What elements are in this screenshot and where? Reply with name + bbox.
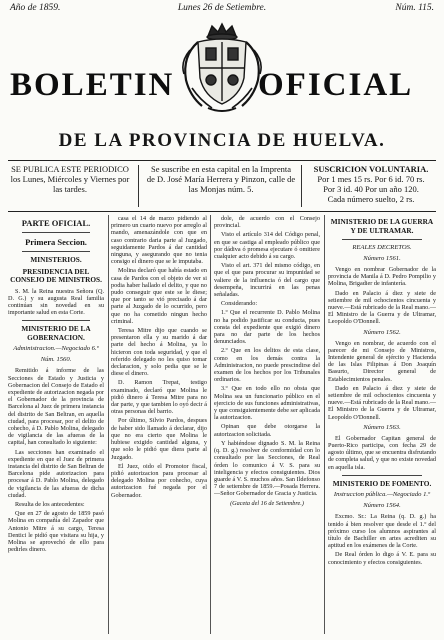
title-oficial: OFICIAL xyxy=(258,67,414,103)
paragraph: Vengo en nombrar, de acuerdo con el parecer de mi Consejo de Ministros, Intendente general de ejército y Hacienda de las Islas Filipinas á Don Joaquín Basurto, Director general de Establecimientos penales. xyxy=(328,339,436,383)
paragraph: Por último, Silvio Pardos, despues de haber sido llamado á declarar, dijo que no era cierto que Molina le hubiese exigido cantidad alguna, y que solo le pidió que diera parte al Juzgado. xyxy=(111,417,207,461)
section-official: PARTE OFICIAL. xyxy=(21,218,91,228)
paragraph: Dado en Palacio á diez y siete de setiembre de mil ochocientos cincuenta y nueve.—Está rubricado de la Real mano.—El Ministro de la Guerra y de Ultramar, Leopoldo O'Donnell. xyxy=(328,289,436,326)
paragraph: Resulta de los antecedentes: xyxy=(15,500,85,508)
item-number: Número 1561. xyxy=(363,255,401,262)
section-presidency: PRESIDENCIA DEL CONSEJO DE MINISTROS. xyxy=(10,266,102,284)
masthead xyxy=(0,22,444,122)
paragraph: Y habiéndose dignado S. M. la Reina (q. D. g.) resolver de conformidad con lo consultado por las Secciones, de Real órden lo comunico á V. S. para su inteligencia y efectos consiguientes. Dios guarde á V. S. muchos años. San Ildefonso 7 de setiembre de 1859.—Posada Herrera.—Señor Gobernador de Gracia y Justicia. xyxy=(214,439,320,498)
subscription-place: Se suscribe en esta capital en la Imprenta de D. José María Herrera y Pinzon, calle de las Monjas núm. 5. xyxy=(146,164,296,194)
paragraph: Visto el artículo 314 del Código penal, en que se castiga al empleado público que por dádiva ó promesa ejecutare ó omitiere cualquier acto debido á su cargo. xyxy=(214,231,320,261)
paragraph: casa el 14 de marzo pidiendo al primero un cuarto nuevo por arreglo al mando, amenazándole con que en caso contrario daria parte al Juzgado, seguidamente Pardos á dar cantidad ninguna, y asegurando que no tenia consigo el dinero que se le imputaba. xyxy=(111,215,207,266)
price-line-2: Por 3 id. 40 Por un año 120. xyxy=(323,184,419,194)
paragraph: D. Ramon Trepat, testigo examinado, declaró que Molina le pidió dinero á Teresa Mitre para no dar parte, y que tambien lo oyó decir á otras personas del barrio. xyxy=(111,379,207,416)
paragraph: De Real órden lo digo á V. E. para su conocimiento y efectos consiguientes. xyxy=(328,551,436,566)
price-line-1: Por 1 mes 15 rs. Por 6 id. 70 rs. xyxy=(317,174,425,184)
subscription-title: SUSCRICION VOLUNTARIA. xyxy=(313,164,429,174)
paragraph: dole, de acuerdo con el Consejo provincial. xyxy=(214,215,320,230)
column-2 xyxy=(111,215,207,634)
gazette-date-note: (Gaceta del 16 de Setiembre.) xyxy=(230,499,304,507)
province-subtitle: DE LA PROVINCIA DE HUELVA. xyxy=(58,130,386,151)
publication-schedule: SE PUBLICA ESTE PERIODICO los Lunes, Miércoles y Viernes por las tardes. xyxy=(10,164,130,194)
paragraph: Que en 27 de agosto de 1859 pasó Molina en compañía del Zapador que Antonio Mitre á su cargo, Teresa Dentici le pidió que visitara su hija, y Molina se aprovechó de ello para pedirles dinero. xyxy=(8,510,104,554)
article-columns xyxy=(8,215,436,634)
column-1 xyxy=(8,215,104,634)
section-ministries: MINISTERIOS. xyxy=(30,255,82,264)
single-issue-price: Cada número suelto, 2 rs. xyxy=(327,194,415,204)
section-guerra: MINISTERIO DE LA GUERRA Y DE ULTRAMAR. xyxy=(330,217,434,235)
paragraph: 3.º Que en todo ello no obsta que Molina sea un funcionario público en el ejercicio de sus funciones administrativas, y que consiguientemente debe ser aplicada la autorizacion. xyxy=(214,385,320,422)
paragraph: El Juez, oido el Promotor fiscal, pidió autorizacion para procesar al delegado Molina por cohecho, cuya autorizacion fué negada por el Gobernador. xyxy=(111,462,207,499)
subscription-prices xyxy=(306,164,436,204)
paragraph: Teresa Mitre dijo que cuando se presentaron ella y su marido á dar parte del hecho á Molina, ya lo hicieron con toda seguridad, y que el referido delegado no les quiso tomar declaracion, y solo pedia que se le diese el dinero. xyxy=(111,327,207,378)
paragraph: Molina declaró que había estado en casa de Pardos con el objeto de ver si podia haber hallado el delito, y que no pudo conseguir que este se le diese; que por tanto se vió precisado á dar parte al Juzgado de lo ocurrido, pero que no ha cometido ningun hecho criminal. xyxy=(111,267,207,325)
paragraph: S. M. la Reina nuestra Señora (Q. D. G.) y su augusta Real familia continúan sin novedad en su importante salud en esta Corte. xyxy=(8,287,104,317)
paragraph: 2.º Que en los delitos de esta clase, como en los demás contra la Administracion, no puede prescindirse del examen de los hechos por los Tribunales ordinarios. xyxy=(214,347,320,384)
issue-date: Lunes 26 de Setiembre. xyxy=(177,3,267,13)
column-3 xyxy=(214,215,320,634)
column-4 xyxy=(328,215,436,634)
year: Año de 1859. xyxy=(10,3,61,13)
paragraph: Opinan que debe otorgarse la autorizacion solicitada. xyxy=(214,423,320,438)
section-gobernacion: MINISTERIO DE LA GOBERNACION. xyxy=(21,324,91,342)
info-bar xyxy=(8,160,436,212)
item-number: Número 1563. xyxy=(363,423,401,431)
paragraph: Excmo. Sr.: La Reina (q. D. g.) ha tenido á bien resolver que desde el 1.º del próximo curso los alumnos aspirantes al título de Bachiller en artes acrediten su aptitud en los exámenes de la Corte. xyxy=(328,513,436,550)
item-number: Número 1564. xyxy=(363,502,401,510)
paragraph: Dado en Palacio á diez y siete de setiembre de mil ochocientos cincuenta y nueve.—Está rubricado de la Real mano.—El Ministro de la Guerra y de Ultramar, Leopoldo O'Donnell. xyxy=(328,384,436,421)
issue-number: Núm. 115. xyxy=(395,3,434,13)
subsection-instruction: Instruccion pública.—Negociado 1.º xyxy=(333,491,431,499)
section-fomento: MINISTERIO DE FOMENTO. xyxy=(332,478,432,488)
paragraph: Vengo en nombrar Gobernador de la provincia de Manila á D. Pedro Pompilio y Molina, Brigadier de infantería. xyxy=(328,266,436,288)
section-decrees: REALES DECRETOS. xyxy=(352,244,412,251)
paragraph: Visto el art. 371 del mismo código, en que el que para procurar su impunidad se valiere de la influencia ó del cargo que desempeña, incurrirá en las penas señaladas. xyxy=(214,262,320,299)
item-number: Núm. 1560. xyxy=(40,356,72,364)
title-boletin: BOLETIN xyxy=(10,67,175,103)
paragraph: El Gobernador Capitan general de Puerto-Rico participa, con fecha 29 de agosto último, que se encuentra disfrutando de completa salud, y que no existe novedad en aquella isla. xyxy=(328,434,436,471)
item-number: Número 1562. xyxy=(363,328,401,336)
paragraph: Considerando: xyxy=(221,300,258,308)
paragraph: 1.º Que el recurrente D. Pablo Molina no ha podido justificar su conducta, pues consta del expediente que exigió dinero para no dar parte de los hechos denunciados. xyxy=(214,309,320,346)
section-first: Primera Seccion. xyxy=(25,237,87,247)
subsection-admin: Administracion.—Negociado 6.º xyxy=(13,345,99,353)
paragraph: Las secciones han examinado el expediente en que el Juez de primera instancia del distrito de San Beltran de Barcelona pide autorizacion para procesar á D. Pablo Molina, delegado de vigilancia de las afueras de dicha ciudad. xyxy=(8,448,104,499)
paragraph: Remitido á informe de las Secciones de Estado y Justicia y Gobernacion del Consejo de Estado el expediente de autorizacion negada por el Gobernador de la provincia de Barcelona al Juez de primera instancia del distrito de San Beltran, en aquella ciudad, para procesar, por el delito de cohecho, á D. Pablo Molina, delegado de vigilancia de las afueras de la capital, han consultado lo siguiente: xyxy=(8,367,104,447)
dateline xyxy=(10,3,434,17)
royal-crest-icon xyxy=(178,22,266,114)
